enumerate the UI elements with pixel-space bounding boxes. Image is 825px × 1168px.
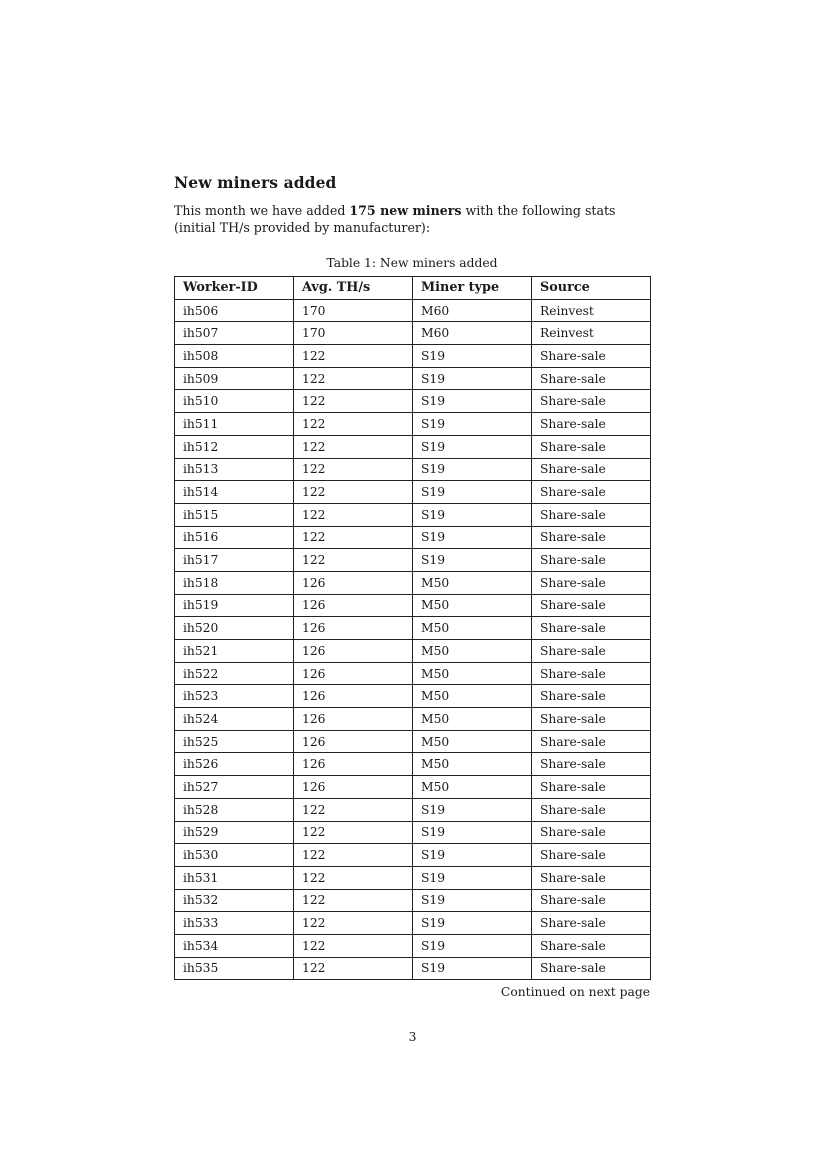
cell-source: Share-sale: [532, 617, 651, 640]
table-row: [175, 345, 651, 368]
cell-worker-id: ih515: [175, 503, 294, 526]
cell-worker-id: ih522: [175, 662, 294, 685]
cell-avg-ths: 126: [294, 594, 413, 617]
table-row: [175, 526, 651, 549]
table-row: [175, 662, 651, 685]
cell-source: Share-sale: [532, 708, 651, 731]
table-row: [175, 481, 651, 504]
cell-miner-type: S19: [413, 912, 532, 935]
cell-source: Share-sale: [532, 549, 651, 572]
table-row: [175, 435, 651, 458]
cell-worker-id: ih519: [175, 594, 294, 617]
cell-source: Share-sale: [532, 889, 651, 912]
cell-miner-type: M50: [413, 571, 532, 594]
table-row: [175, 458, 651, 481]
cell-source: Share-sale: [532, 458, 651, 481]
cell-source: Share-sale: [532, 526, 651, 549]
table-header-row: [175, 277, 651, 300]
cell-avg-ths: 126: [294, 617, 413, 640]
cell-worker-id: ih531: [175, 866, 294, 889]
cell-miner-type: S19: [413, 390, 532, 413]
table-row: [175, 753, 651, 776]
cell-miner-type: M50: [413, 776, 532, 799]
table-row: [175, 798, 651, 821]
cell-avg-ths: 122: [294, 458, 413, 481]
cell-miner-type: S19: [413, 367, 532, 390]
cell-source: Share-sale: [532, 798, 651, 821]
header-avg-ths: Avg. TH/s: [294, 277, 413, 300]
cell-worker-id: ih534: [175, 934, 294, 957]
table-row: [175, 571, 651, 594]
cell-source: Share-sale: [532, 640, 651, 663]
cell-miner-type: S19: [413, 345, 532, 368]
cell-miner-type: S19: [413, 458, 532, 481]
cell-source: Share-sale: [532, 435, 651, 458]
cell-miner-type: S19: [413, 957, 532, 980]
table-row: [175, 640, 651, 663]
cell-source: Share-sale: [532, 934, 651, 957]
cell-miner-type: M60: [413, 299, 532, 322]
cell-worker-id: ih533: [175, 912, 294, 935]
cell-miner-type: M50: [413, 753, 532, 776]
cell-worker-id: ih513: [175, 458, 294, 481]
cell-miner-type: S19: [413, 526, 532, 549]
intro-paragraph: [174, 202, 652, 236]
cell-worker-id: ih526: [175, 753, 294, 776]
cell-avg-ths: 170: [294, 322, 413, 345]
cell-miner-type: M50: [413, 730, 532, 753]
table-row: [175, 889, 651, 912]
cell-avg-ths: 122: [294, 912, 413, 935]
cell-avg-ths: 122: [294, 549, 413, 572]
cell-source: Share-sale: [532, 367, 651, 390]
cell-avg-ths: 122: [294, 503, 413, 526]
table-row: [175, 708, 651, 731]
cell-avg-ths: 126: [294, 662, 413, 685]
cell-avg-ths: 122: [294, 821, 413, 844]
header-source: Source: [532, 277, 651, 300]
table-row: [175, 367, 651, 390]
cell-worker-id: ih524: [175, 708, 294, 731]
cell-source: Share-sale: [532, 571, 651, 594]
cell-worker-id: ih528: [175, 798, 294, 821]
table-row: [175, 866, 651, 889]
cell-avg-ths: 122: [294, 435, 413, 458]
cell-source: Share-sale: [532, 821, 651, 844]
cell-miner-type: M50: [413, 685, 532, 708]
table-row: [175, 390, 651, 413]
cell-source: Share-sale: [532, 685, 651, 708]
intro-text-start: This month we have added: [174, 203, 350, 218]
cell-avg-ths: 122: [294, 798, 413, 821]
table-caption: Table 1: New miners added: [326, 256, 498, 270]
cell-source: Share-sale: [532, 413, 651, 436]
intro-text-end: with the following stats (initial TH/s provided by manufacturer):: [174, 203, 616, 235]
cell-source: Share-sale: [532, 345, 651, 368]
cell-worker-id: ih521: [175, 640, 294, 663]
cell-avg-ths: 122: [294, 889, 413, 912]
cell-avg-ths: 126: [294, 730, 413, 753]
table-row: [175, 413, 651, 436]
section-title: New miners added: [174, 173, 337, 192]
cell-source: Share-sale: [532, 866, 651, 889]
table-row: [175, 730, 651, 753]
cell-worker-id: ih525: [175, 730, 294, 753]
cell-miner-type: S19: [413, 798, 532, 821]
table-row: [175, 299, 651, 322]
cell-worker-id: ih520: [175, 617, 294, 640]
cell-worker-id: ih506: [175, 299, 294, 322]
header-miner-type: Miner type: [413, 277, 532, 300]
cell-worker-id: ih511: [175, 413, 294, 436]
cell-source: Reinvest: [532, 322, 651, 345]
cell-avg-ths: 122: [294, 413, 413, 436]
cell-source: Share-sale: [532, 503, 651, 526]
cell-worker-id: ih512: [175, 435, 294, 458]
cell-avg-ths: 122: [294, 934, 413, 957]
cell-miner-type: M50: [413, 708, 532, 731]
cell-worker-id: ih530: [175, 844, 294, 867]
cell-miner-type: M60: [413, 322, 532, 345]
cell-worker-id: ih510: [175, 390, 294, 413]
cell-source: Reinvest: [532, 299, 651, 322]
page-number: 3: [408, 1030, 417, 1044]
table-row: [175, 685, 651, 708]
table-row: [175, 957, 651, 980]
table-row: [175, 322, 651, 345]
cell-avg-ths: 122: [294, 866, 413, 889]
cell-avg-ths: 122: [294, 345, 413, 368]
cell-worker-id: ih507: [175, 322, 294, 345]
cell-miner-type: S19: [413, 934, 532, 957]
cell-miner-type: S19: [413, 413, 532, 436]
cell-miner-type: S19: [413, 844, 532, 867]
cell-avg-ths: 126: [294, 708, 413, 731]
cell-source: Share-sale: [532, 662, 651, 685]
cell-avg-ths: 170: [294, 299, 413, 322]
table-row: [175, 776, 651, 799]
intro-highlight: 175 new miners: [349, 203, 462, 218]
table-row: [175, 594, 651, 617]
cell-avg-ths: 122: [294, 957, 413, 980]
header-worker-id: Worker-ID: [175, 277, 294, 300]
cell-avg-ths: 126: [294, 571, 413, 594]
cell-avg-ths: 122: [294, 481, 413, 504]
cell-avg-ths: 122: [294, 844, 413, 867]
cell-worker-id: ih517: [175, 549, 294, 572]
cell-source: Share-sale: [532, 844, 651, 867]
miners-table: [174, 276, 651, 980]
cell-miner-type: M50: [413, 617, 532, 640]
cell-worker-id: ih529: [175, 821, 294, 844]
cell-avg-ths: 126: [294, 753, 413, 776]
table-body: [175, 299, 651, 980]
cell-source: Share-sale: [532, 594, 651, 617]
cell-miner-type: S19: [413, 889, 532, 912]
cell-avg-ths: 126: [294, 640, 413, 663]
cell-avg-ths: 126: [294, 685, 413, 708]
cell-source: Share-sale: [532, 730, 651, 753]
cell-avg-ths: 122: [294, 367, 413, 390]
cell-worker-id: ih508: [175, 345, 294, 368]
cell-worker-id: ih516: [175, 526, 294, 549]
cell-miner-type: M50: [413, 640, 532, 663]
cell-miner-type: M50: [413, 662, 532, 685]
cell-miner-type: S19: [413, 549, 532, 572]
table-row: [175, 821, 651, 844]
table-row: [175, 617, 651, 640]
cell-avg-ths: 122: [294, 526, 413, 549]
cell-source: Share-sale: [532, 481, 651, 504]
cell-worker-id: ih509: [175, 367, 294, 390]
cell-miner-type: S19: [413, 435, 532, 458]
cell-source: Share-sale: [532, 957, 651, 980]
cell-source: Share-sale: [532, 776, 651, 799]
cell-worker-id: ih535: [175, 957, 294, 980]
table-row: [175, 912, 651, 935]
cell-miner-type: S19: [413, 866, 532, 889]
cell-miner-type: M50: [413, 594, 532, 617]
cell-worker-id: ih514: [175, 481, 294, 504]
cell-source: Share-sale: [532, 753, 651, 776]
cell-miner-type: S19: [413, 821, 532, 844]
cell-worker-id: ih527: [175, 776, 294, 799]
cell-worker-id: ih532: [175, 889, 294, 912]
table-row: [175, 844, 651, 867]
cell-miner-type: S19: [413, 503, 532, 526]
table-row: [175, 503, 651, 526]
cell-worker-id: ih523: [175, 685, 294, 708]
cell-worker-id: ih518: [175, 571, 294, 594]
table-row: [175, 549, 651, 572]
table-row: [175, 934, 651, 957]
cell-avg-ths: 126: [294, 776, 413, 799]
cell-source: Share-sale: [532, 912, 651, 935]
cell-avg-ths: 122: [294, 390, 413, 413]
cell-source: Share-sale: [532, 390, 651, 413]
continued-note: Continued on next page: [500, 985, 650, 999]
cell-miner-type: S19: [413, 481, 532, 504]
